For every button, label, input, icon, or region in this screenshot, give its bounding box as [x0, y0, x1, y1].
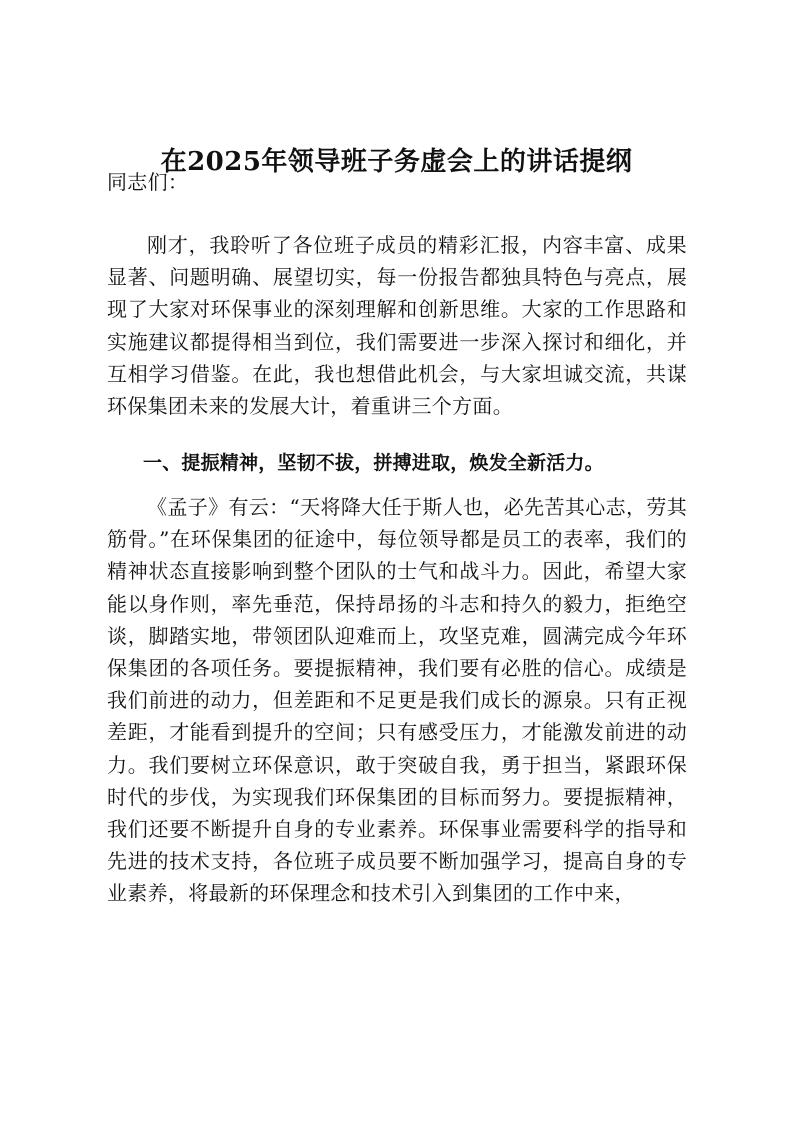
paragraph-section-1: 《孟子》有云：“天将降大任于斯人也，必先苦其心志，劳其筋骨。”在环保集团的征途中，每位领导都是员工的表率，我们的精神状态直接影响到整个团队的士气和战斗力。因此，希望大家能以身作则，率先垂范，保持昂扬的斗志和持久的毅力，拒绝空谈，脚踏实地，带领团队迎难而上，攻坚克难，圆满完成今年环保集团的各项任务。要提振精神，我们要有必胜的信心。成绩是我们前进的动力，但差距和不足更是我们成长的源泉。只有正视差距，才能看到提升的空间；只有感受压力，才能激发前进的动力。我们要树立环保意识，敢于突破自我，勇于担当，紧跟环保时代的步伐，为实现我们环保集团的目标而努力。要提振精神，我们还要不断提升自身的专业素养。环保事业需要科学的指导和先进的技术支持，各位班子成员要不断加强学习，提高自身的专业素养，将最新的环保理念和技术引入到集团的工作中来， [107, 495, 687, 906]
salutation: 同志们： [107, 170, 189, 194]
document-title: 在2025年领导班子务虚会上的讲话提纲 [160, 147, 633, 177]
paragraph-opening: 刚才，我聆听了各位班子成员的精彩汇报，内容丰富、成果显著、问题明确、展望切实，每一份报告都独具特色与亮点，展现了大家对环保事业的深刻理解和创新思维。大家的工作思路和实施建议都提得相当到位，我们需要进一步深入探讨和细化，并互相学习借鉴。在此，我也想借此机会，与大家坦诚交流，共谋环保集团未来的发展大计，着重讲三个方面。 [107, 233, 687, 419]
section-heading-1: 一、提振精神，坚韧不拔，拼搏进取，焕发全新活力。 [143, 452, 604, 474]
